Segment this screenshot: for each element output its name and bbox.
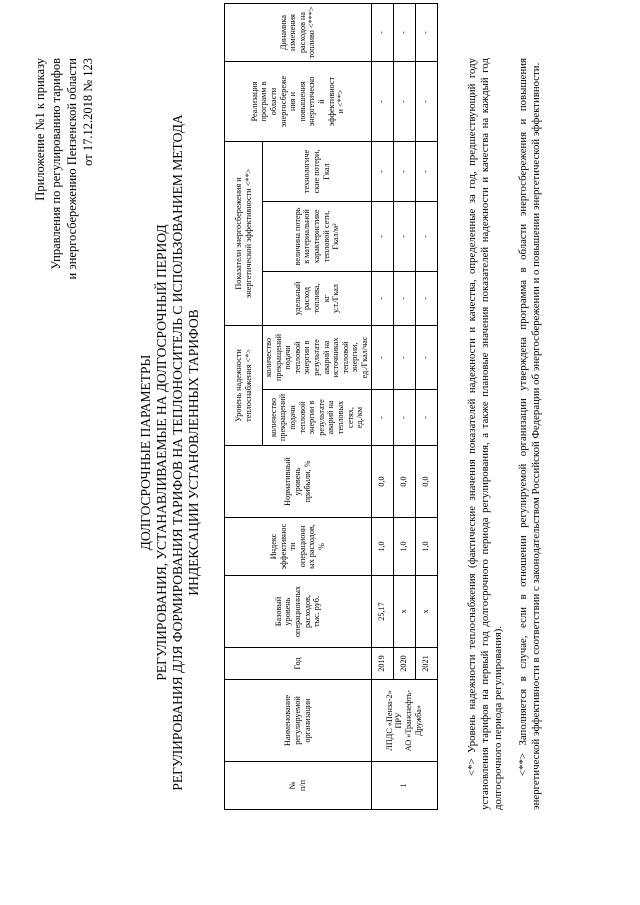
cell-en-a: -: [393, 272, 415, 326]
cell-rel-a: -: [393, 390, 415, 446]
cell-dynamics: -: [371, 4, 393, 62]
header-energy-efficiency: Показатели энергосбережения и энергетической эффективности <**>: [225, 142, 263, 326]
header-number: № п/п: [225, 762, 372, 810]
cell-en-a: -: [371, 272, 393, 326]
header-reliability: Уровень надежности теплоснабжения <*>: [225, 326, 263, 446]
header-network-outages: количество прекращений подачи тепловой энергии в результате аварий на тепловых сетях, ед./км: [263, 390, 372, 446]
cell-rel-b: -: [415, 326, 437, 390]
cell-program: -: [371, 62, 393, 142]
approval-line-3: и энергосбережению Пензенской области: [65, 58, 79, 280]
footnote-reliability: <*> Уровень надежности теплоснабжения (фактические значения показателей надежности и качества, определенные за год, предшествующий году установления тарифов на первый год долгосрочного периода регулирования, а также плановые значения показателей надежности и качества на каждый год долгосрочного периода регулирования).: [466, 58, 505, 810]
cell-index: 1,0: [393, 518, 415, 576]
cell-en-b: -: [415, 202, 437, 272]
cell-base: 25,17: [371, 576, 393, 648]
header-base-opex: Базовый уровень операционных расходов, тыс. руб.: [225, 576, 372, 648]
cell-organization: ЛПДС «Пенза-2» ПРУ АО «Транснефть- Дружба»: [371, 680, 437, 762]
cell-rel-a: -: [415, 390, 437, 446]
header-tech-losses: технологиче ские потери, Гкал: [263, 142, 372, 202]
cell-en-b: -: [393, 202, 415, 272]
header-fuel-rate: удельный расход топлива, кг у.т./Гкал: [263, 272, 372, 326]
cell-en-c: -: [415, 142, 437, 202]
cell-year: 2020: [393, 648, 415, 680]
cell-program: -: [393, 62, 415, 142]
header-source-outages: количество прекращений подачи тепловой энергии в результате аварий на источниках тепловой энергии, ед./Гкал/час: [263, 326, 372, 390]
cell-program: -: [415, 62, 437, 142]
title-line-1: ДОЛГОСРОЧНЫЕ ПАРАМЕТРЫ: [138, 354, 153, 551]
cell-en-a: -: [415, 272, 437, 326]
cell-rel-b: -: [393, 326, 415, 390]
title-line-2: РЕГУЛИРОВАНИЯ, УСТАНАВЛИВАЕМЫЕ НА ДОЛГОСРОЧНЫЙ ПЕРИОД: [154, 224, 169, 681]
header-efficiency-index: Индекс эффективнос ти операционн ых расходов, %: [225, 518, 372, 576]
approval-block: [32, 58, 96, 279]
cell-number: 1: [371, 762, 437, 810]
cell-index: 1,0: [415, 518, 437, 576]
header-fuel-dynamics: Динамика изменения расходов на топливо <***>: [225, 4, 372, 62]
cell-index: 1,0: [371, 518, 393, 576]
approval-line-4: от 17.12.2018 № 123: [81, 58, 95, 166]
header-year: Год: [225, 648, 372, 680]
cell-dynamics: -: [393, 4, 415, 62]
title-line-4: ИНДЕКСАЦИИ УСТАНОВЛЕННЫХ ТАРИФОВ: [186, 309, 201, 596]
header-profit-level: Нормативный уровень прибыли, %: [225, 446, 372, 518]
cell-rel-a: -: [371, 390, 393, 446]
cell-dynamics: -: [415, 4, 437, 62]
footnotes: [466, 58, 554, 810]
parameters-table: [224, 3, 438, 810]
footnote-energy-program: <**> Заполняется в случае, если в отношении регулируемой организации утверждена программа в области энергосбережения и повышения энергетической эффективности в соответствии с законодательством Российской Федерации об энергосбережении и о повышении энергетической эффективности.: [516, 58, 542, 810]
cell-year: 2021: [415, 648, 437, 680]
table-row: [371, 4, 393, 810]
cell-profit: 0,0: [371, 446, 393, 518]
cell-rel-b: -: [371, 326, 393, 390]
cell-profit: 0,0: [393, 446, 415, 518]
header-organization: Наименование регулируемой организации: [225, 680, 372, 762]
cell-base: х: [393, 576, 415, 648]
header-program: Реализация программ в области энергосбереже ния и повышения энергетическо й эффективност и <**>: [225, 62, 372, 142]
cell-base: х: [415, 576, 437, 648]
document-title: [138, 0, 202, 905]
cell-en-c: -: [393, 142, 415, 202]
title-line-3: РЕГУЛИРОВАНИЯ ДЛЯ ФОРМИРОВАНИЯ ТАРИФОВ НА ТЕПЛОНОСИТЕЛЬ С ИСПОЛЬЗОВАНИЕМ МЕТОДА: [170, 114, 185, 791]
cell-en-b: -: [371, 202, 393, 272]
cell-year: 2019: [371, 648, 393, 680]
header-network-losses: величина потерь в материальной характеристике тепловой сети, Гкал/м²: [263, 202, 372, 272]
cell-profit: 0,0: [415, 446, 437, 518]
cell-en-c: -: [371, 142, 393, 202]
approval-line-1: Приложение №1 к приказу: [33, 58, 47, 201]
approval-line-2: Управления по регулированию тарифов: [49, 58, 63, 270]
